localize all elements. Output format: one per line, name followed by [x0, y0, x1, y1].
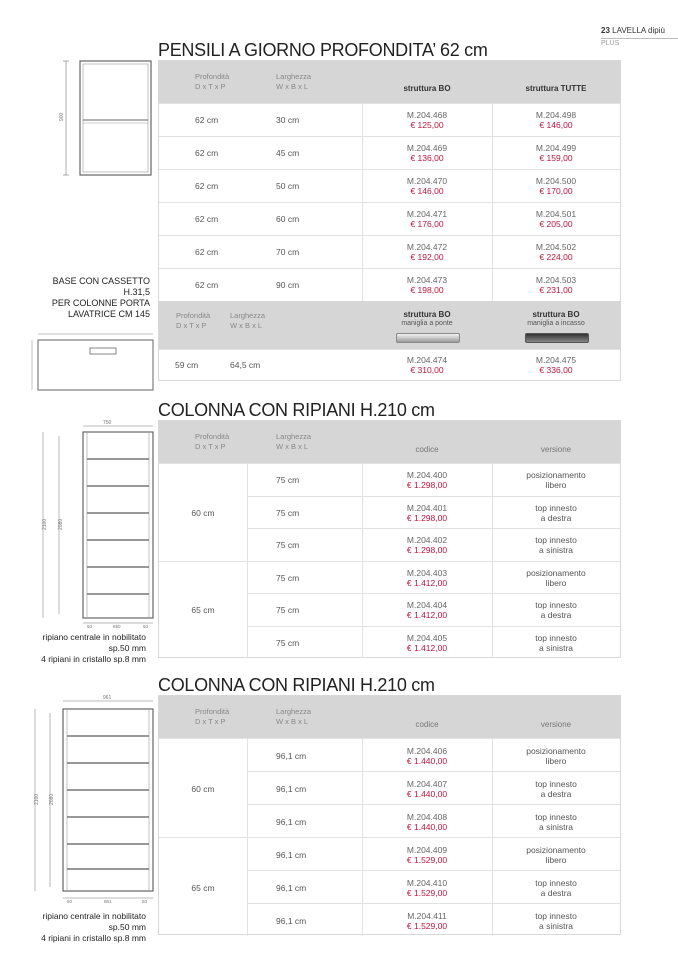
col-bo-incasso: struttura BO maniglia a incasso — [527, 310, 585, 327]
depth-cell: 62 cm — [195, 280, 219, 290]
code-cell: M.204.403 € 1.412,00 — [406, 567, 448, 588]
depth-cell: 59 cm — [175, 360, 199, 370]
version-cell: top innesto a sinistra — [535, 811, 577, 832]
code-cell: M.204.407 € 1.440,00 — [406, 778, 448, 799]
table-row — [247, 771, 620, 804]
code-cell: M.204.473 € 198,00 — [406, 275, 448, 295]
width-cell: 75 cm — [276, 540, 300, 551]
width-cell: 96,1 cm — [276, 849, 307, 860]
table-row — [159, 268, 620, 301]
table-row — [159, 235, 620, 268]
dim-h1: 2100 — [34, 793, 40, 805]
shelf-height-dim: 900 — [59, 112, 65, 121]
table-row — [159, 136, 620, 169]
width-cell: 45 cm — [276, 148, 300, 158]
table-row — [159, 169, 620, 202]
table-row — [247, 463, 620, 496]
version-cell: top innesto a sinistra — [535, 910, 577, 931]
column-divider — [492, 463, 493, 658]
base-drawer-drawing — [32, 330, 157, 395]
dim-top: 961 — [103, 695, 112, 701]
table-pensili — [158, 60, 621, 381]
code-cell: M.204.474 € 310,00 — [406, 355, 448, 375]
version-cell: top innesto a destra — [535, 778, 577, 799]
width-cell: 96,1 cm — [276, 816, 307, 827]
version-cell: top innesto a destra — [535, 502, 577, 523]
dim-b1: 50 — [87, 624, 93, 629]
col-codice: codice — [415, 445, 439, 454]
width-cell: 96,1 cm — [276, 882, 307, 893]
version-cell: posizionamento libero — [526, 470, 586, 491]
table-colonna-75 — [158, 420, 621, 658]
width-cell: 75 cm — [276, 572, 300, 583]
code-cell: M.204.498 € 146,00 — [535, 110, 577, 130]
group-depth — [159, 738, 247, 837]
table-row — [159, 103, 620, 136]
code-cell: M.204.470 € 146,00 — [406, 176, 448, 196]
dim-b1: 50 — [67, 899, 73, 904]
depth-header: Profondità D x T x P — [195, 72, 230, 91]
code-cell: M.204.408 € 1.440,00 — [406, 811, 448, 832]
table-row — [247, 496, 620, 529]
col-codice: codice — [415, 720, 439, 729]
code-cell: M.204.409 € 1.529,00 — [406, 844, 448, 865]
catalog-title: LAVELLA dipiù — [612, 26, 665, 35]
code-cell: M.204.404 € 1.412,00 — [406, 600, 448, 621]
section-title-pensili: PENSILI A GIORNO PROFONDITA’ 62 cm — [158, 40, 488, 60]
table-row — [247, 626, 620, 659]
page-number: 23 — [601, 26, 610, 35]
table-header — [159, 421, 620, 463]
depth-cell: 62 cm — [195, 214, 219, 224]
width-cell: 70 cm — [276, 247, 300, 257]
table-row — [159, 349, 620, 381]
code-cell: M.204.472 € 192,00 — [406, 242, 448, 262]
width-cell: 96,1 cm — [276, 915, 307, 926]
width-header: Larghezza W x B x L — [276, 432, 312, 451]
dim-b2: 650 — [113, 624, 121, 629]
code-cell: M.204.469 € 136,00 — [406, 143, 448, 163]
code-cell: M.204.405 € 1.412,00 — [406, 632, 448, 653]
table-row — [247, 903, 620, 936]
depth-cell: 62 cm — [195, 148, 219, 158]
recessed-handle-image — [525, 333, 589, 343]
col-versione: versione — [540, 445, 572, 454]
dim-h2: 2080 — [58, 518, 64, 530]
dim-b3: 50 — [142, 899, 148, 904]
col-struttura-tutte: struttura TUTTE — [525, 84, 587, 93]
code-cell: M.204.501 € 205,00 — [535, 209, 577, 229]
dim-b3: 50 — [143, 624, 149, 629]
width-cell: 96,1 cm — [276, 783, 307, 794]
table-row — [159, 202, 620, 235]
depth-cell: 60 cm — [191, 507, 215, 518]
version-cell: top innesto a sinistra — [535, 632, 577, 653]
code-cell: M.204.499 € 159,00 — [535, 143, 577, 163]
bridge-handle-image — [396, 333, 460, 343]
width-cell: 75 cm — [276, 637, 300, 648]
column-divider — [362, 103, 363, 301]
col-versione: versione — [540, 720, 572, 729]
shelf-note-75: ripiano centrale in nobilitato sp.50 mm 4 ripiani in cristallo sp.8 mm — [41, 632, 146, 664]
code-cell: M.204.406 € 1.440,00 — [406, 745, 448, 766]
col-struttura-bo: struttura BO — [403, 84, 451, 93]
table-colonna-96 — [158, 695, 621, 935]
column-drawing-75 — [35, 418, 155, 628]
depth-cell: 65 cm — [191, 605, 215, 616]
column-divider — [247, 738, 248, 936]
column-divider — [492, 738, 493, 936]
width-header: Larghezza W x B x L — [276, 707, 312, 726]
version-cell: posizionamento libero — [526, 745, 586, 766]
column-divider — [362, 463, 363, 658]
dim-h2: 2080 — [49, 793, 55, 805]
base-caption: BASE CON CASSETTO H.31,5 PER COLONNE PORTA LAVATRICE CM 145 — [51, 276, 150, 319]
width-cell: 64,5 cm — [230, 360, 261, 370]
depth-cell: 62 cm — [195, 115, 219, 125]
width-cell: 75 cm — [276, 475, 300, 486]
column-divider — [492, 103, 493, 301]
table-row — [247, 870, 620, 903]
width-header: Larghezza W x B x L — [230, 311, 266, 330]
depth-header: Profondità D x T x P — [195, 707, 230, 726]
width-cell: 60 cm — [276, 214, 300, 224]
column-divider — [247, 463, 248, 658]
code-cell: M.204.411 € 1.529,00 — [406, 910, 448, 931]
code-cell: M.204.410 € 1.529,00 — [406, 877, 448, 898]
column-divider — [362, 738, 363, 936]
table-header — [159, 696, 620, 738]
subtable-header — [159, 301, 620, 349]
width-cell: 90 cm — [276, 280, 300, 290]
depth-cell: 65 cm — [191, 882, 215, 893]
version-cell: top innesto a destra — [535, 600, 577, 621]
version-cell: posizionamento libero — [526, 844, 586, 865]
table-row — [247, 593, 620, 626]
code-cell: M.204.502 € 224,00 — [535, 242, 577, 262]
catalog-subtitle: PLUS — [601, 40, 620, 47]
version-cell: top innesto a sinistra — [535, 535, 577, 556]
shelf-drawing — [58, 58, 158, 178]
version-cell: posizionamento libero — [526, 567, 586, 588]
dim-top: 750 — [103, 420, 112, 426]
table-row — [247, 528, 620, 561]
table-row — [247, 738, 620, 771]
version-cell: top innesto a destra — [535, 877, 577, 898]
width-cell: 96,1 cm — [276, 750, 307, 761]
width-cell: 75 cm — [276, 507, 300, 518]
depth-header: Profondità D x T x P — [195, 432, 230, 451]
width-cell: 75 cm — [276, 605, 300, 616]
table-row — [247, 561, 620, 594]
group-depth — [159, 837, 247, 936]
section-title-colonna-75: COLONNA CON RIPIANI H.210 cm — [158, 400, 435, 420]
table-header — [159, 61, 620, 103]
width-cell: 50 cm — [276, 181, 300, 191]
code-cell: M.204.402 € 1.298,00 — [406, 535, 448, 556]
width-header: Larghezza W x B x L — [276, 72, 312, 91]
code-cell: M.204.471 € 176,00 — [406, 209, 448, 229]
table-row — [247, 837, 620, 870]
shelf-note-96: ripiano centrale in nobilitato sp.50 mm 4 ripiani in cristallo sp.8 mm — [41, 911, 146, 943]
group-depth — [159, 463, 247, 561]
code-cell: M.204.475 € 336,00 — [535, 355, 577, 375]
code-cell: M.204.503 € 231,00 — [535, 275, 577, 295]
dim-b2: 861 — [104, 899, 112, 904]
header-divider — [601, 38, 678, 39]
width-cell: 30 cm — [276, 115, 300, 125]
depth-cell: 60 cm — [191, 783, 215, 794]
depth-header: Profondità D x T x P — [176, 311, 211, 330]
page-number-header — [601, 26, 665, 35]
code-cell: M.204.400 € 1.298,00 — [406, 470, 448, 491]
code-cell: M.204.468 € 125,00 — [406, 110, 448, 130]
code-cell: M.204.500 € 170,00 — [535, 176, 577, 196]
depth-cell: 62 cm — [195, 247, 219, 257]
column-drawing-96 — [30, 693, 155, 903]
section-title-colonna-96: COLONNA CON RIPIANI H.210 cm — [158, 675, 435, 695]
depth-cell: 62 cm — [195, 181, 219, 191]
col-bo-ponte: struttura BO maniglia a ponte — [401, 310, 453, 327]
table-row — [247, 804, 620, 837]
group-depth — [159, 561, 247, 659]
code-cell: M.204.401 € 1.298,00 — [406, 502, 448, 523]
dim-h1: 2100 — [42, 518, 48, 530]
